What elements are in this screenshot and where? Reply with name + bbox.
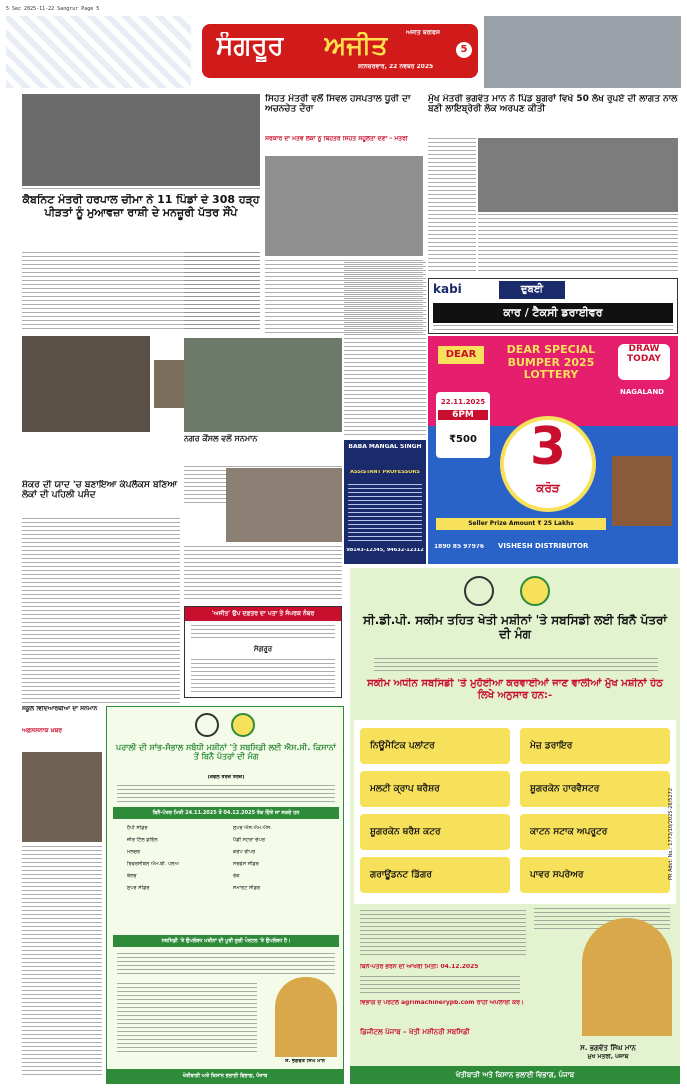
school-phone: 98143-12345, 94632-12312 xyxy=(346,548,424,553)
lottery-prize-number: 3 xyxy=(529,418,567,477)
agri-left-machine-8: ਸਰਫੇਸ ਸੀਡਰ xyxy=(233,861,259,867)
complex-photo xyxy=(22,336,150,432)
school-line: ASSISTANT PROFESSORS xyxy=(350,470,420,475)
lottery-price: ₹500 xyxy=(449,434,477,445)
agri-left-sub: (ਕੇਵਲ ਤਰਜ਼ ਤਰਜ਼) xyxy=(207,775,245,780)
masthead-tag: ਅਜੀਤ ਬਰੀਫਸ xyxy=(406,30,440,36)
health-subheadline: ਸਰਕਾਰ ਦਾ ਮੰਤਵ ਲੋਕਾਂ ਨੂੰ ਬਿਹਤਰ ਸਿਹਤ ਸਹੂਲਤਾਂ ਦੇਣਾ – ਮੰਤਰੀ xyxy=(265,136,408,142)
lottery-brand: DEAR xyxy=(438,346,484,364)
cm-photo xyxy=(478,138,678,212)
school-ad xyxy=(344,440,426,564)
ajit-office-title: 'ਅਜੀਤ' ਉਪ ਦਫ਼ਤਰ ਦਾ ਪਤਾ ਤੇ ਸੰਪਰਕ ਨੰਬਰ xyxy=(185,607,341,621)
lottery-title: DEAR SPECIAL BUMPER 2025 LOTTERY xyxy=(506,344,596,382)
lottery-date: 22.11.2025 xyxy=(440,398,486,406)
lottery-distributor: VISHESH DISTRIBUTOR xyxy=(498,542,589,550)
ceremony-photo xyxy=(226,468,342,542)
agri-left-ad xyxy=(106,706,344,1084)
masthead-date: ਸ਼ਨਿੱਚਰਵਾਰ, 22 ਨਵੰਬਰ 2025 xyxy=(358,64,434,70)
agri-left-title: ਪਰਾਲੀ ਦੀ ਸਾਂਭ-ਸੰਭਾਲ ਸਬੰਧੀ ਮਸ਼ੀਨਾਂ 'ਤੇ ਸਬਸਿਡੀ ਲਈ ਐਸ.ਸੀ. ਕਿਸਾਨਾਂ ਤੋਂ ਬਿਨੈ ਪੱਤਰਾਂ ਦੀ ਮੰਗ xyxy=(116,743,336,762)
lottery-phone: 1890 85 97976 xyxy=(434,544,485,550)
agri-logo xyxy=(520,576,550,606)
cm-portrait-left xyxy=(275,977,337,1057)
agri-left-machine-3: ਜ਼ੀਰੋ ਟਿੱਲ ਡਰਿੱਲ xyxy=(127,837,158,843)
agri-left-points xyxy=(117,983,257,1053)
ajit-office-box xyxy=(184,606,342,698)
masthead-city: ਸੰਗਰੂਰ xyxy=(216,32,284,61)
masthead-pattern-left xyxy=(6,16,191,88)
lottery-brand2: NAGALAND xyxy=(620,388,664,396)
masthead-photo-right xyxy=(484,16,681,88)
middle-story-text xyxy=(184,252,260,332)
portrait-photo xyxy=(154,360,188,408)
agri-left-intro xyxy=(117,785,335,803)
kabi-brand: kabi xyxy=(433,283,462,296)
masthead-paper-name: ਅਜੀਤ xyxy=(324,32,388,61)
agri-left-machine-12: ਸਮਾਰਟ ਸੀਡਰ xyxy=(233,885,261,891)
kabi-role: ਕਾਰ / ਟੈਕਸੀ ਡਰਾਈਵਰ xyxy=(433,303,673,323)
agri-left-machine-6: ਕਰੌਪ ਰੀਪਰ xyxy=(233,849,256,855)
agri-right-title: ਸੀ.ਡੀ.ਪੀ. ਸਕੀਮ ਤਹਿਤ ਖੇਤੀ ਮਸ਼ੀਨਾਂ 'ਤੇ ਸਬਸਿਡੀ ਲਈ ਬਿਨੈ ਪੱਤਰਾਂ ਦੀ ਮੰਗ xyxy=(363,614,667,641)
machine-4: ਸ਼ੂਗਰਕੇਨ ਹਾਰਵੈਸਟਰ xyxy=(520,771,670,807)
health-headline: ਸਿਹਤ ਮੰਤਰੀ ਵਲੋਂ ਸਿਵਲ ਹਸਪਤਾਲ ਧੂਰੀ ਦਾ ਅਚਨਚੇਤ ਦੌਰਾ xyxy=(265,94,411,115)
agri-left-machine-10: ਰੇਕ xyxy=(233,873,240,879)
complex-headline: ਸ਼ੰਕਰ ਦੀ ਯਾਦ 'ਚ ਬਣਾਇਆ ਕੰਪਲੈਕਸ ਬਣਿਆ ਲੋਕਾਂ ਦੀ ਪਹਿਲੀ ਪਸੰਦ xyxy=(22,480,178,501)
agri-left-terms xyxy=(117,953,335,977)
ajit-office-lines xyxy=(191,625,335,641)
agri-right-ad xyxy=(350,568,680,1084)
agri-left-machine-9: ਬੇਲਰ xyxy=(127,873,137,879)
ajit-office-contacts xyxy=(191,659,335,693)
lottery-draw: DRAW TODAY xyxy=(618,344,670,380)
machine-6: ਕਾਟਨ ਸਟਾਕ ਅਪਰੂਟਰ xyxy=(520,814,670,850)
agri-left-dept: ਖੇਤੀਬਾੜੀ ਅਤੇ ਕਿਸਾਨ ਭਲਾਈ ਵਿਭਾਗ, ਪੰਜਾਬ xyxy=(107,1069,343,1083)
lottery-time: 6PM xyxy=(438,410,488,420)
masthead xyxy=(6,16,681,88)
agri-right-terms xyxy=(360,910,526,958)
machine-2: ਮੇਜ਼ ਡਰਾਇਰ xyxy=(520,728,670,764)
kabi-place: ਦੁਬਈ xyxy=(499,281,565,299)
ajit-office-city: ਸੰਗਰੂਰ xyxy=(253,645,273,653)
agri-left-machine-7: ਰਿਵਰਸੀਬਲ ਐਮ.ਬੀ. ਪਲੋਅ xyxy=(127,861,179,867)
agri-right-deadline: ਬਿਨੈ-ਪੱਤਰ ਭਰਨ ਦੀ ਆਖਰੀ ਮਿਤੀ: 04.12.2025 xyxy=(360,964,479,970)
agri-right-cm-title: ਮੁੱਖ ਮੰਤਰੀ, ਪੰਜਾਬ xyxy=(587,1054,629,1060)
agri-logo-left xyxy=(231,713,255,737)
health-photo xyxy=(265,156,423,256)
agri-right-dept: ਖੇਤੀਬਾੜੀ ਅਤੇ ਕਿਸਾਨ ਭਲਾਈ ਵਿਭਾਗ, ਪੰਜਾਬ xyxy=(350,1066,680,1084)
agri-left-dates: ਬਿਨੈ-ਪੱਤਰ ਮਿਤੀ 24.11.2025 ਤੋਂ 04.12.2025 ਤੱਕ ਦਿੱਤੇ ਜਾ ਸਕਦੇ ਹਨ xyxy=(113,807,339,819)
cm-story-text-a xyxy=(428,138,476,274)
cheema-photo xyxy=(22,94,260,186)
print-registration-strip: 5 Sec 2025-11-22 Sangrur Page 5 xyxy=(6,6,100,12)
lottery-man-photo xyxy=(612,456,672,526)
kabi-details xyxy=(433,325,673,333)
school-name: BABA MANGAL SINGH xyxy=(348,444,422,450)
agri-left-machine-5: ਮਲਚਰ xyxy=(127,849,141,855)
agri-right-slogan: ਡਿਜੀਟਲ ਪੰਜਾਬ – ਖੇਤੀ ਮਸ਼ੀਨਰੀ ਸਬਸਿਡੀ xyxy=(360,1028,470,1036)
agri-right-deadline-lines xyxy=(360,976,520,996)
complex-story-text xyxy=(22,518,180,704)
agri-right-intro xyxy=(374,658,658,672)
ceremony-text xyxy=(184,546,342,600)
photo-caption xyxy=(22,188,260,192)
vertical-advt-code: PR Advt. No.: 1773/10/2025-26/5272 xyxy=(668,787,674,880)
machine-7: ਗਰਾਊਂਡਨਟ ਡਿੱਗਰ xyxy=(360,857,510,893)
cheema-headline: ਕੈਬਨਿਟ ਮੰਤਰੀ ਹਰਪਾਲ ਚੀਮਾ ਨੇ 11 ਪਿੰਡਾਂ ਦੇ 308 ਹੜ੍ਹ ਪੀੜਤਾਂ ਨੂੰ ਮੁਆਵਜ਼ਾ ਰਾਸ਼ੀ ਦੇ ਮਨਜ਼ੂਰੀ ਪੱਤਰ ਸੌਂਪੇ xyxy=(22,194,260,219)
cm-story-text-b xyxy=(478,214,678,274)
agri-left-note: ਸਬਸਿਡੀ 'ਤੇ ਉਪਲੱਬਧ ਮਸ਼ੀਨਾਂ ਦੀ ਪੂਰੀ ਸੂਚੀ ਪੋਰਟਲ 'ਤੇ ਉਪਲੱਬਧ ਹੈ। xyxy=(113,935,339,947)
machine-1: ਨਿਊਮੈਟਿਕ ਪਲਾਂਟਰ xyxy=(360,728,510,764)
cm-portrait xyxy=(582,918,672,1036)
agri-left-cm-name: ਸ. ਭਗਵੰਤ ਸਿੰਘ ਮਾਨ xyxy=(285,1059,325,1064)
kabi-ad xyxy=(428,278,678,334)
page-number: 5 xyxy=(456,42,472,58)
agri-left-machine-1: ਹੈਪੀ ਸੀਡਰ xyxy=(127,825,148,831)
agri-right-list-title: ਸਕੀਮ ਅਧੀਨ ਸਬਸਿਡੀ 'ਤੇ ਮੁਹੱਈਆ ਕਰਵਾਈਆਂ ਜਾਣ ਵਾਲੀਆਂ ਮੁੱਖ ਮਸ਼ੀਨਾਂ ਹੇਠ ਲਿਖੇ ਅਨੁਸਾਰ ਹਨ:- xyxy=(367,678,663,701)
agri-left-machine-2: ਸੁਪਰ ਐਸ.ਐਮ.ਐਸ. xyxy=(233,825,272,831)
cm-headline: ਮੁੱਖ ਮੰਤਰੀ ਭਗਵੰਤ ਮਾਨ ਨੇ ਪਿੰਡ ਬੁਗਰਾਂ ਵਿਖੇ 50 ਲੱਖ ਰੁਪਏ ਦੀ ਲਾਗਤ ਨਾਲ ਬਣੀ ਲਾਇਬ੍ਰੇਰੀ ਲੋਕ ਅਰਪਣ ਕੀਤੀ xyxy=(428,94,678,115)
obit-headline: ਅਫ਼ਸੋਸਨਾਕ ਖ਼ਬਰ xyxy=(22,728,63,734)
honor-headline: ਨਗਰ ਕੌਂਸਲ ਵਲੋਂ ਸਨਮਾਨ xyxy=(184,434,258,443)
agri-left-machine-4: ਪੈਡੀ ਸਟਰਾ ਚੌਪਰ xyxy=(233,837,265,843)
agri-right-site: ਵਿਭਾਗ ਦੇ ਪੋਰਟਲ agrimachinerypb.com ਰਾਹੀਂ ਅਪਲਾਈ ਕਰੋ। xyxy=(360,1000,524,1006)
small-headline: ਸਕੂਲ ਵਿਦਿਆਰਥੀਆਂ ਦਾ ਸਨਮਾਨ xyxy=(22,706,98,712)
machine-5: ਸ਼ੂਗਰਕੇਨ ਥਰੈਸ਼ ਕਟਰ xyxy=(360,814,510,850)
gov-emblem-left xyxy=(195,713,219,737)
honor-photo xyxy=(184,338,342,432)
lottery-prize-word: ਕਰੋੜ xyxy=(536,482,560,495)
obit-text xyxy=(22,846,102,1076)
lottery-ad xyxy=(428,336,678,564)
lottery-seller: Seller Prize Amount ₹ 25 Lakhs xyxy=(436,518,606,530)
mid-right-text xyxy=(344,262,426,438)
school-body xyxy=(348,484,422,542)
machine-3: ਮਲਟੀ ਕ੍ਰਾਪ ਥਰੈਸ਼ਰ xyxy=(360,771,510,807)
machine-8: ਪਾਵਰ ਸਪਰੇਅਰ xyxy=(520,857,670,893)
obit-photo xyxy=(22,752,102,842)
agri-left-machine-11: ਸੁਪਰ ਸੀਡਰ xyxy=(127,885,150,891)
agri-right-cm-name: ਸ. ਭਗਵੰਤ ਸਿੰਘ ਮਾਨ xyxy=(580,1044,636,1052)
gov-emblem xyxy=(464,576,494,606)
